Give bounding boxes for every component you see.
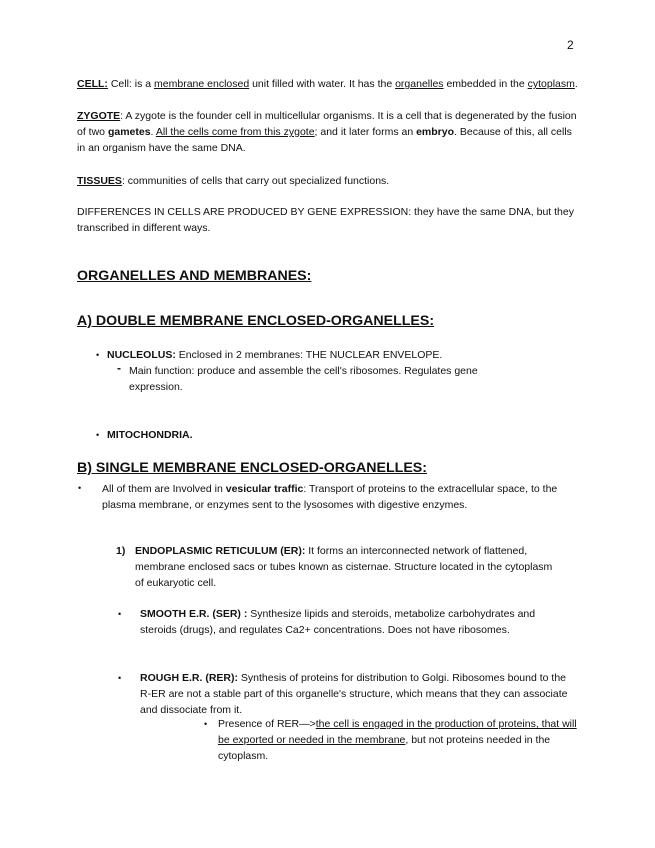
- rer-bullet: •: [118, 673, 122, 683]
- mitochondria-bullet: •: [96, 430, 100, 440]
- vesicular-traffic-item: All of them are Involved in vesicular traffic: Transport of proteins to the extracellular space, to the plasma membrane, or enzymes sent to the lysosomes with digestive enzymes.: [102, 483, 558, 511]
- zygote-term: ZYGOTE: [77, 110, 121, 122]
- page-number: 2: [567, 38, 574, 52]
- zygote-definition: ZYGOTE: A zygote is the founder cell in multicellular organisms. It is a cell that is degenerated by the fusion of two gametes. All the cells come from this zygote; and it later forms an embryo. Because of this, all cells in an organism have the same DNA.: [77, 110, 577, 154]
- vesicular-bullet: •: [78, 483, 82, 493]
- ser-item: SMOOTH E.R. (SER) : Synthesize lipids and steroids, metabolize carbohydrates and steroids (drugs), and regulates Ca2+ concentrations. Does not have ribosomes.: [140, 608, 536, 636]
- nucleolus-bullet: •: [96, 350, 100, 360]
- cell-definition: CELL: Cell: is a membrane enclosed unit filled with water. It has the organelles embedded in the cytoplasm.: [77, 78, 578, 90]
- nucleolus-item: NUCLEOLUS: Enclosed in 2 membranes: THE NUCLEAR ENVELOPE.: [107, 349, 443, 361]
- rer-presence-bullet: •: [204, 719, 208, 729]
- nucleolus-function: Main function: produce and assemble the cell's ribosomes. Regulates gene expression.: [129, 365, 478, 393]
- tissues-definition: TISSUES: communities of cells that carry out specialized functions.: [77, 175, 390, 187]
- differences-paragraph: DIFFERENCES IN CELLS ARE PRODUCED BY GENE EXPRESSION: they have the same DNA, but they transcribed in different ways.: [77, 206, 574, 234]
- er-number: 1): [116, 545, 126, 557]
- heading-double-membrane: A) DOUBLE MEMBRANE ENCLOSED-ORGANELLES:: [77, 313, 435, 329]
- nucleolus-dash: -: [117, 361, 121, 375]
- rer-presence-item: Presence of RER—>the cell is engaged in the production of proteins, that will be exported or needed in the membrane, but not proteins needed in the cytoplasm.: [218, 718, 577, 762]
- rer-item: ROUGH E.R. (RER): Synthesis of proteins for distribution to Golgi. Ribosomes bound to the R-ER are not a stable part of this organelle's structure, which means that they can associate and dissociate from it.: [140, 672, 568, 716]
- heading-single-membrane: B) SINGLE MEMBRANE ENCLOSED-ORGANELLES:: [77, 460, 427, 476]
- tissues-term: TISSUES: [77, 175, 122, 187]
- mitochondria-item: MITOCHONDRIA.: [107, 429, 193, 441]
- heading-organelles-and-membranes: ORGANELLES AND MEMBRANES:: [77, 268, 312, 284]
- cell-term: CELL:: [77, 78, 108, 90]
- ser-bullet: •: [118, 609, 122, 619]
- er-item: ENDOPLASMIC RETICULUM (ER): It forms an interconnected network of flattened, membrane enclosed sacs or tubes known as cisternae. Structure located in the cytoplasm of eukaryotic cell.: [135, 545, 553, 589]
